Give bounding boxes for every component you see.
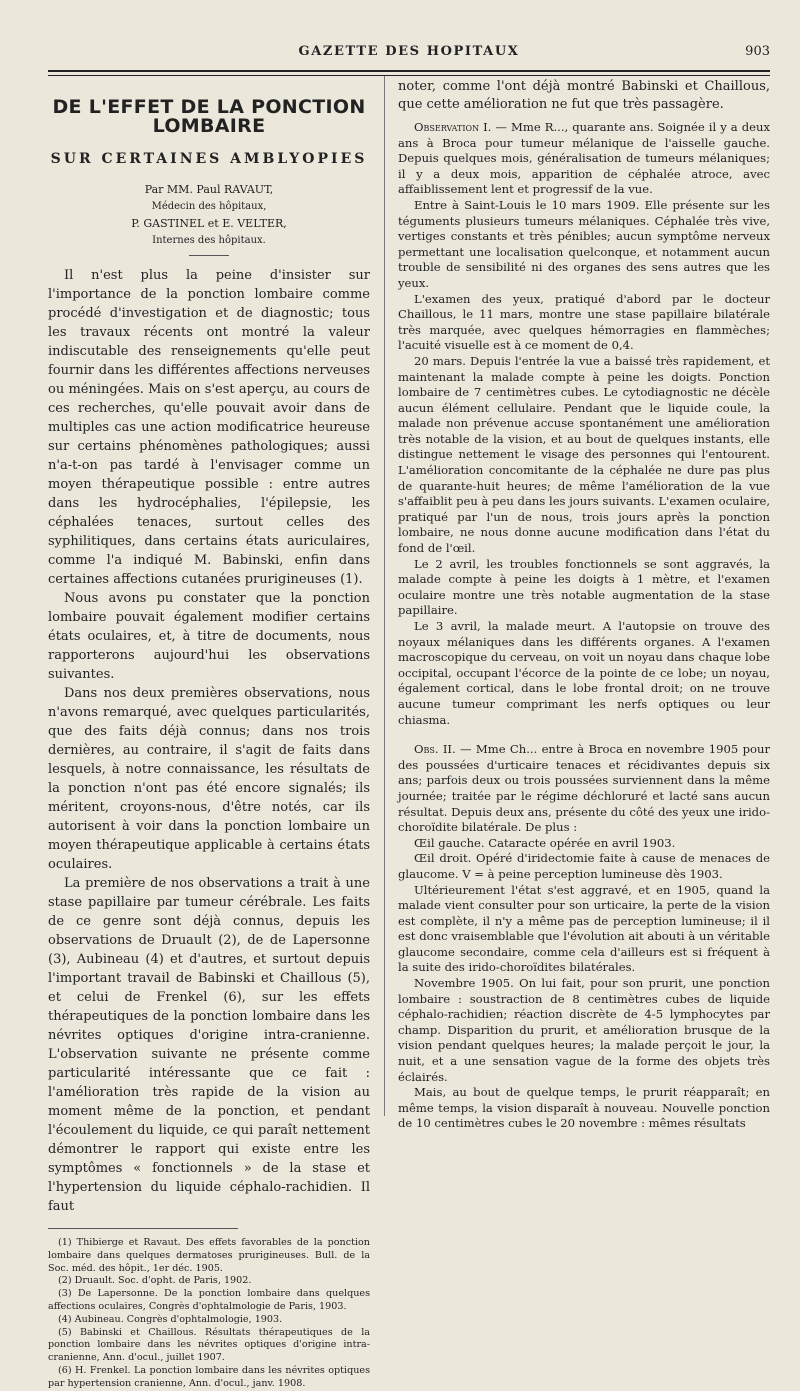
paragraph: Novembre 1905. On lui fait, pour son prurit, une ponction lombaire : soustraction de 8 centimètres cubes de liquide céphalo-rachidien; réaction discrète de 4-5 lymphocytes par champ. Disparition du prurit, et amélioration brusque de la vision pendant quelques heures; la malade perçoit le jour, la nuit, et a une sensation vague de la forme des objets très éclairés. — [398, 976, 770, 1084]
observation-label: Observation I. — [414, 120, 492, 134]
author-role-2: Internes des hôpitaux. — [152, 235, 266, 246]
observation-text: — Mme Ch... entre à Broca en novembre 1905 pour des poussées d'urticaire tenaces et récidivantes depuis six ans; parfois deux ou trois poussées surviennent dans la même journée; traitée par le régime déchloruré et lacté sans aucun résultat. Depuis deux ans, présente du côté des yeux une irido-choroïdite bilatérale. De plus : — [398, 742, 770, 835]
footnote: (4) Aubineau. Congrès d'ophtalmologie, 1903. — [58, 1313, 283, 1325]
paragraph: Le 2 avril, les troubles fonctionnels se sont aggravés, la malade compte à peine les doigts à 1 mètre, et l'examen oculaire montre une très notable augmentation de la stase papillaire. — [398, 556, 770, 618]
paragraph: Œil gauche. Cataracte opérée en avril 1903. — [414, 835, 676, 850]
footnotes — [48, 1237, 370, 1391]
article-title: DE L'EFFET DE LA PONCTION LOMBAIRE — [52, 96, 366, 137]
running-title: GAZETTE DES HOPITAUX — [298, 44, 520, 59]
page-header — [48, 44, 770, 64]
observation-text: — Mme R..., quarante ans. Soignée il y a deux ans à Broca pour tumeur mélanique de l'aisselle gauche. Depuis quelques mois, généralisation de tumeurs mélaniques; il y a deux mois, apparition de céphalée atroce, avec affaiblissement lent et progressif de la vue. — [398, 120, 771, 197]
footnote: (5) Babinski et Chaillous. Résultats thérapeutiques de la ponction lombaire dans les névrites optiques d'origine intra-cranienne, Ann. d'ocul., juillet 1907. — [48, 1326, 370, 1364]
paragraph: Œil droit. Opéré d'iridectomie faite à cause de menaces de glaucome. V = à peine perception lumineuse dès 1903. — [398, 851, 770, 881]
column-separator — [384, 76, 385, 1116]
page-number: 903 — [745, 44, 770, 59]
byline-rule — [189, 255, 229, 256]
footnote: (2) Druault. Soc. d'opht. de Paris, 1902. — [58, 1275, 252, 1287]
author-role-1: Médecin des hôpitaux, — [151, 201, 267, 212]
byline — [48, 181, 370, 249]
paragraph: Dans nos deux premières observations, nous n'avons remarqué, avec quelques particularités, que des faits déjà connus; dans nos trois dernières, au contraire, il s'agit de faits dans lesquels, à notre connaissance, les résultats de la ponction n'ont pas été encore signalés; ils méritent, croyons-nous, d'être notés, car ils autorisent à voir dans la ponction lombaire un moyen thérapeutique applicable à certains états oculaires. — [48, 686, 370, 872]
author-line-2: P. GASTINEL et E. VELTER, — [131, 217, 287, 230]
article-subtitle: SUR CERTAINES AMBLYOPIES — [50, 151, 368, 167]
author-line-1: Par MM. Paul RAVAUT, — [144, 183, 274, 196]
footnote: (6) H. Frenkel. La ponction lombaire dans les névrites optiques par hypertension cranienne, Ann. d'ocul., janv. 1908. — [48, 1364, 370, 1389]
left-column — [48, 78, 370, 1391]
paragraph: 20 mars. Depuis l'entrée la vue a baissé très rapidement, et maintenant la malade compte à peine les doigts. Ponction lombaire de 7 centimètres cubes. Le cytodiagnostic ne décèle aucun élément cellulaire. Pendant que le liquide coule, la malade non prévenue accuse spontanément une amélioration très notable de la vision, et au bout de quelques instants, elle distingue nettement le visage des personnes qui l'entourent. L'amélioration concomitante de la céphalée ne dure pas plus de quarante-huit heures; de même l'amélioration de la vue s'affaiblit peu à peu dans les jours suivants. L'examen oculaire, pratiqué par l'un de nous, trois jours après la ponction lombaire, ne nous donne aucune modification dans l'état du fond de l'œil. — [398, 353, 771, 556]
header-rule-thick — [48, 70, 770, 72]
paragraph: Nous avons pu constater que la ponction lombaire pouvait également modifier certains états oculaires, et, à titre de documents, nous rapporterons aujourd'hui les observations suivantes. — [48, 591, 370, 682]
footnote-rule — [48, 1228, 238, 1229]
continuation-paragraph: noter, comme l'ont déjà montré Babinski et Chaillous, que cette amélioration ne fut que très passagère. — [398, 79, 770, 112]
paragraph: Mais, au bout de quelque temps, le prurit réapparaît; en même temps, la vision disparaît à nouveau. Nouvelle ponction de 10 centimètres cubes le 20 novembre : mêmes résultats — [398, 1085, 770, 1131]
paragraph: La première de nos observations a trait à une stase papillaire par tumeur cérébrale. Les faits de ce genre sont déjà connus, depuis les observations de Druault (2), de de Lapersonne (3), Aubineau (4) et d'autres, et surtout depuis l'important travail de Babinski et Chaillous (5), et celui de Frenkel (6), sur les effets thérapeutiques de la ponction lombaire dans les névrites optiques d'origine intra-cranienne. L'observation suivante ne présente comme particularité intéressante que ce fait : l'amélioration très rapide de la vision au moment même de la ponction, et pendant l'écoulement du liquide, ce qui paraît nettement démontrer le rapport qui existe entre les symptômes « fonctionnels » de la stase et l'hypertension du liquide céphalo-rachidien. Il faut — [48, 876, 370, 1214]
paragraph: Ultérieurement l'état s'est aggravé, et en 1905, quand la malade vient consulter pour son urticaire, la perte de la vision est complète, il n'y a même pas de perception lumineuse; il il est donc vraisemblable que l'évolution ait abouti à un véritable glaucome secondaire, comme cela d'ailleurs est si fréquent à la suite des irido-choroïdites bilatérales. — [398, 882, 770, 975]
paragraph: Le 3 avril, la malade meurt. A l'autopsie on trouve des noyaux mélaniques dans les différents organes. A l'examen macroscopique du cerveau, on voit un noyau dans chaque lobe occipital, occupant l'écorce de la pointe de ce lobe; un noyau, également cortical, dans le lobe frontal droit; on ne trouve aucune tumeur comprimant les nerfs optiques ou leur chiasma. — [398, 619, 770, 727]
paragraph: Entre à Saint-Louis le 10 mars 1909. Elle présente sur les téguments plusieurs tumeurs mélaniques. Céphalée très vive, vertiges constants et très pénibles; aucun symptôme nerveux permettant une localisation quelconque, et notamment aucun trouble de sensibilité ni des organes des sens autres que les yeux. — [398, 197, 770, 290]
observation-label: Obs. II. — [414, 742, 456, 757]
right-column — [398, 78, 770, 1132]
paragraph: L'examen des yeux, pratiqué d'abord par le docteur Chaillous, le 11 mars, montre une stase papillaire bilatérale très marquée, avec quelques hémorragies en flammèches; l'acuité visuelle est à ce moment de 0,4. — [398, 291, 770, 353]
paragraph: Il n'est plus la peine d'insister sur l'importance de la ponction lombaire comme procédé d'investigation et de diagnostic; tous les travaux récents ont montré la valeur indiscutable des renseignements qu'elle peut fournir dans les différentes affections nerveuses ou méningées. Mais on s'est aperçu, au cours de ces recherches, qu'elle pouvait avoir dans de multiples cas une action modificatrice heureuse sur certains phénomènes pathologiques; aussi n'a-t-on pas tardé à l'envisager comme un moyen thérapeutique possible : entre autres dans les hydrocéphalies, l'épilepsie, les céphalées tenaces, surtout celles des syphilitiques, dans certains états auriculaires, comme l'a indiqué M. Babinski, enfin dans certaines affections cutanées prurigineuses (1). — [48, 268, 370, 587]
footnote: (3) De Lapersonne. De la ponction lombaire dans quelques affections oculaires, Congrès d'ophtalmologie de Paris, 1903. — [48, 1288, 370, 1312]
footnote: (1) Thibierge et Ravaut. Des effets favorables de la ponction lombaire dans quelques dermatoses prurigineuses. Bull. de la Soc. méd. des hôpit., 1er déc. 1905. — [48, 1237, 370, 1274]
observation-1-intro — [398, 120, 770, 198]
observation-2-intro — [398, 742, 770, 836]
header-rule-thin — [48, 75, 770, 76]
